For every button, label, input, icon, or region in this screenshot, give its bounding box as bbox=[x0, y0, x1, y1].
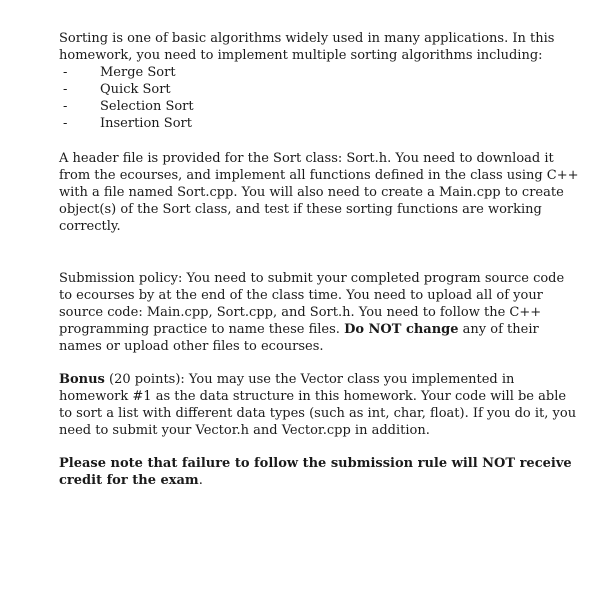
document-page bbox=[59, 30, 579, 489]
submission-text-after: any of their names or upload other files to ecourses. bbox=[59, 322, 539, 354]
bonus-paragraph bbox=[59, 371, 579, 439]
intro-paragraph: Sorting is one of basic algorithms widely used in many applications. In this homework, you need to implement multiple sorting algorithms including: bbox=[59, 31, 555, 63]
submission-text-before: Submission policy: You need to submit your completed program source code to ecourses by at the end of the class time. You need to upload all of your source code: Main.cpp, Sort.cpp, and Sort.h. You need to follow the C++ programming practice to name these files. bbox=[59, 271, 565, 337]
algorithm-list bbox=[59, 64, 579, 132]
list-dash: - bbox=[63, 99, 68, 114]
bonus-label: Bonus bbox=[59, 372, 105, 387]
list-item bbox=[59, 115, 579, 132]
list-dash: - bbox=[63, 65, 68, 80]
list-item bbox=[59, 64, 579, 81]
note-tail: . bbox=[198, 473, 203, 488]
note-paragraph bbox=[59, 455, 579, 489]
note-bold-text: Please note that failure to follow the submission rule will NOT receive credit for the exam bbox=[59, 456, 572, 488]
list-item bbox=[59, 98, 579, 115]
submission-bold-warning: Do NOT change bbox=[344, 322, 459, 337]
bonus-text: (20 points): You may use the Vector class you implemented in homework #1 as the data structure in this homework. Your code will be able to sort a list with different data types (such as int, char, float). If you do it, you need to submit your Vector.h and Vector.cpp in addition. bbox=[59, 372, 577, 438]
submission-policy-paragraph bbox=[59, 270, 579, 355]
list-item-label: Selection Sort bbox=[100, 99, 194, 114]
list-item bbox=[59, 81, 579, 98]
list-item-label: Merge Sort bbox=[100, 65, 176, 80]
list-item-label: Insertion Sort bbox=[100, 116, 192, 131]
list-item-label: Quick Sort bbox=[100, 82, 171, 97]
list-dash: - bbox=[63, 116, 68, 131]
list-dash: - bbox=[63, 82, 68, 97]
header-file-paragraph: A header file is provided for the Sort class: Sort.h. You need to download it from the ecourses, and implement all functions defined in the class using C++ with a file named Sort.cpp. You will also need to create a Main.cpp to create object(s) of the Sort class, and test if these sorting functions are working correctly. bbox=[59, 151, 579, 234]
